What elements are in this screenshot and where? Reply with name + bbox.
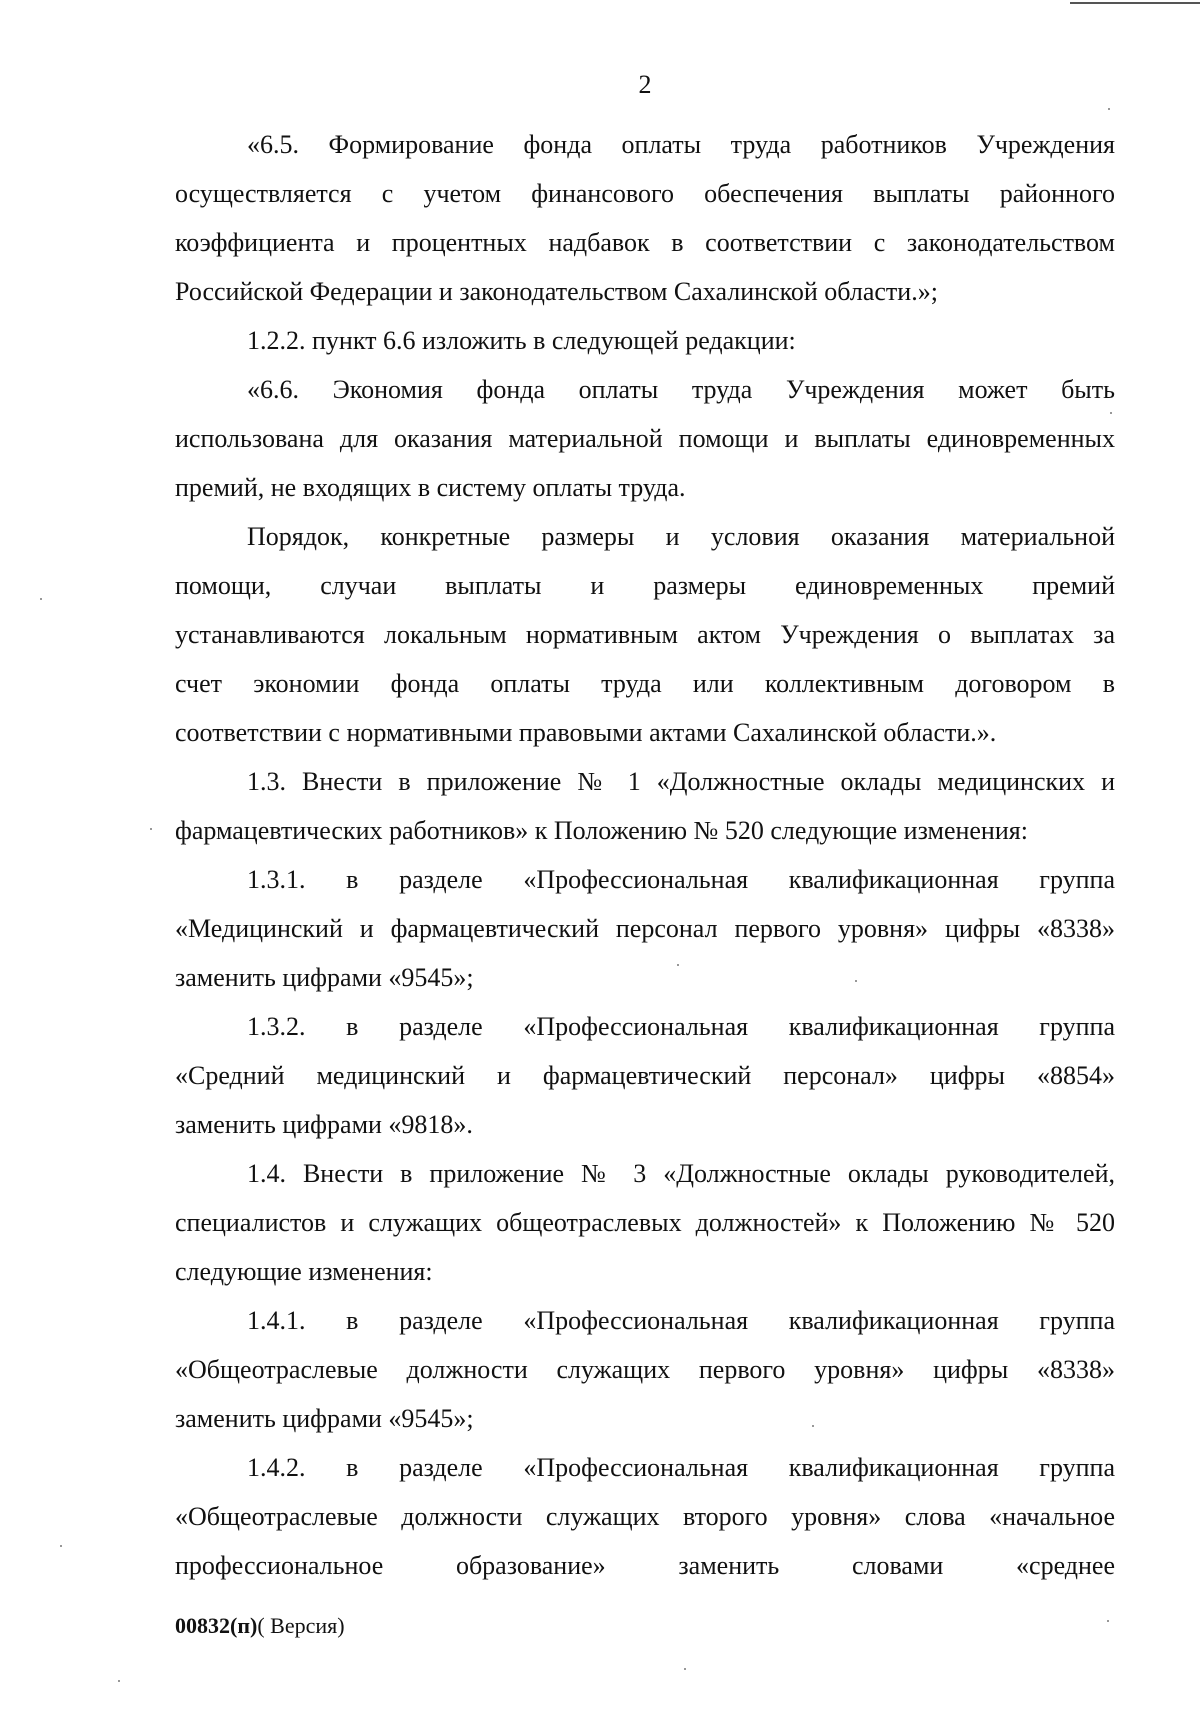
text-line: специалистов и служащих общеотраслевых должностей» к Положению № 520 — [175, 1208, 1115, 1237]
text-line: профессиональное образование» заменить словами «среднее — [175, 1551, 1115, 1580]
document-code: 00832(п) — [175, 1613, 258, 1638]
text-line: 1.2.2. пункт 6.6 изложить в следующей редакции: — [247, 326, 796, 355]
text-line: 1.4.1. в разделе «Профессиональная квалификационная группа — [247, 1306, 1115, 1335]
text-line: «6.5. Формирование фонда оплаты труда работников Учреждения — [247, 130, 1115, 159]
scan-speck — [1108, 108, 1110, 110]
text-line: 1.3. Внести в приложение № 1 «Должностные оклады медицинских и — [247, 767, 1115, 796]
document-footer — [175, 1611, 345, 1641]
text-line: соответствии с нормативными правовыми актами Сахалинской области.». — [175, 718, 997, 747]
scan-speck — [60, 1545, 62, 1547]
text-line: заменить цифрами «9545»; — [175, 963, 474, 992]
text-line: следующие изменения: — [175, 1257, 433, 1286]
text-line: осуществляется с учетом финансового обеспечения выплаты районного — [175, 179, 1115, 208]
text-line: заменить цифрами «9545»; — [175, 1404, 474, 1433]
text-line: 1.4. Внести в приложение № 3 «Должностные оклады руководителей, — [247, 1159, 1115, 1188]
scan-speck — [855, 980, 857, 982]
text-line: помощи, случаи выплаты и размеры единовременных премий — [175, 571, 1115, 600]
text-line: использована для оказания материальной помощи и выплаты единовременных — [175, 424, 1115, 453]
text-line: 1.3.1. в разделе «Профессиональная квалификационная группа — [247, 865, 1115, 894]
document-body — [175, 122, 1115, 1592]
scan-speck — [118, 1680, 120, 1682]
scan-speck — [812, 1425, 814, 1427]
scan-edge-line — [1070, 2, 1200, 4]
text-line: счет экономии фонда оплаты труда или коллективным договором в — [175, 669, 1115, 698]
text-line: «6.6. Экономия фонда оплаты труда Учреждения может быть — [247, 375, 1115, 404]
scan-speck — [677, 964, 679, 966]
text-line: заменить цифрами «9818». — [175, 1110, 473, 1139]
text-line: 1.3.2. в разделе «Профессиональная квалификационная группа — [247, 1012, 1115, 1041]
scan-speck — [1110, 412, 1112, 414]
scan-speck — [684, 1668, 686, 1670]
text-line: фармацевтических работников» к Положению № 520 следующие изменения: — [175, 816, 1028, 845]
text-line: устанавливаются локальным нормативным актом Учреждения о выплатах за — [175, 620, 1115, 649]
page-number: 2 — [638, 70, 652, 99]
text-line: «Медицинский и фармацевтический персонал первого уровня» цифры «8338» — [175, 914, 1115, 943]
scan-speck — [40, 598, 42, 600]
text-line: «Общеотраслевые должности служащих второго уровня» слова «начальное — [175, 1502, 1115, 1531]
text-line: «Общеотраслевые должности служащих первого уровня» цифры «8338» — [175, 1355, 1115, 1384]
text-line: Российской Федерации и законодательством Сахалинской области.»; — [175, 277, 938, 306]
text-line: премий, не входящих в систему оплаты труда. — [175, 473, 686, 502]
text-line: «Средний медицинский и фармацевтический персонал» цифры «8854» — [175, 1061, 1115, 1090]
text-line: коэффициента и процентных надбавок в соответствии с законодательством — [175, 228, 1115, 257]
text-line: 1.4.2. в разделе «Профессиональная квалификационная группа — [247, 1453, 1115, 1482]
document-version: ( Версия) — [257, 1613, 345, 1638]
scan-speck — [150, 828, 152, 830]
scan-speck — [1107, 1620, 1109, 1622]
text-line: Порядок, конкретные размеры и условия оказания материальной — [247, 522, 1115, 551]
